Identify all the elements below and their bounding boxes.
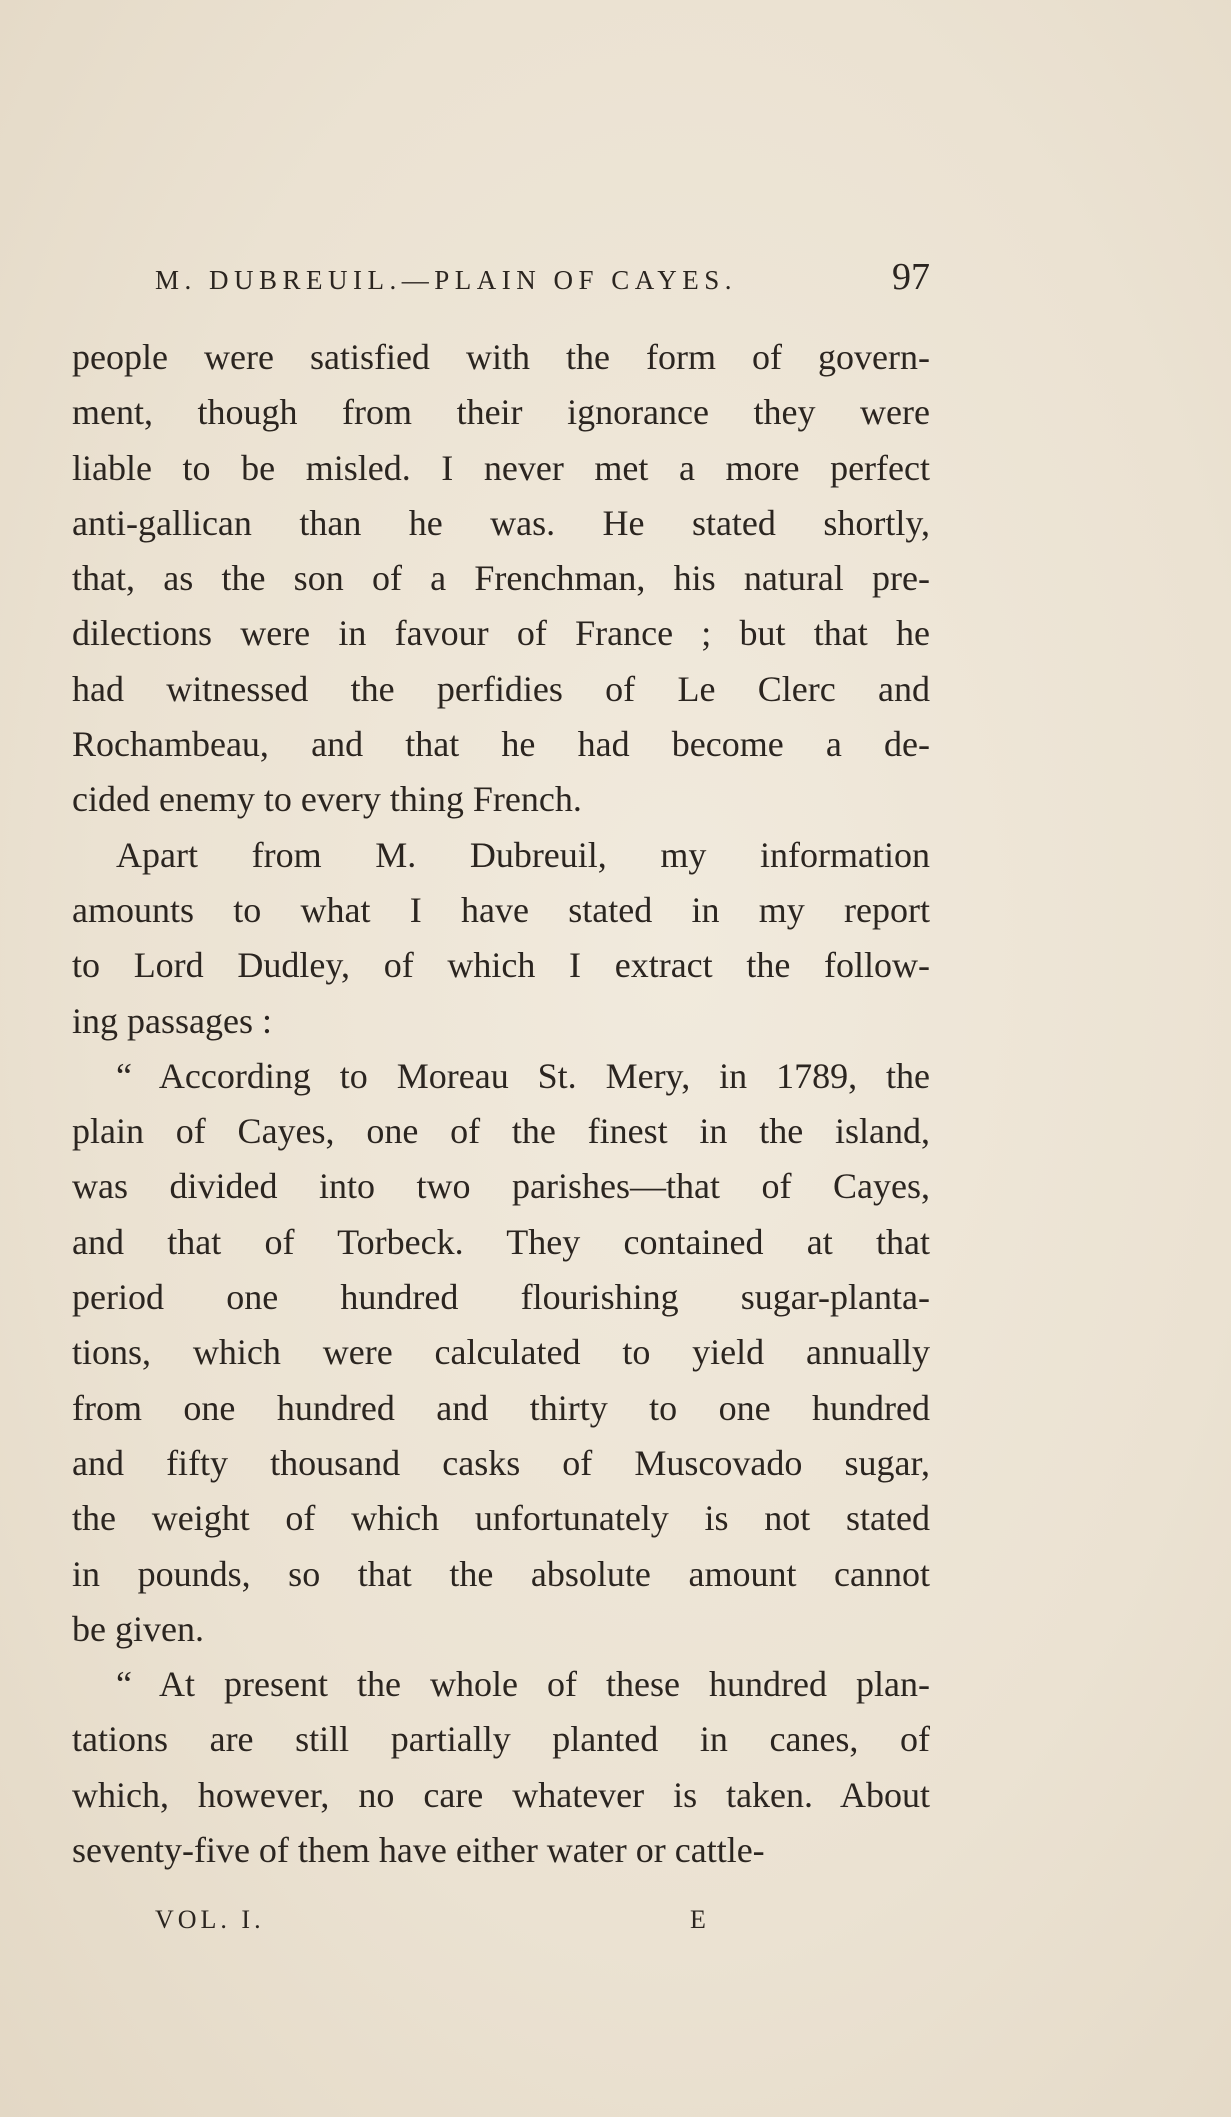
paragraph [72, 828, 930, 1049]
paragraph [72, 1657, 930, 1878]
text-line: liable to be misled. I never met a more perfect [72, 447, 930, 488]
text-line: plain of Cayes, one of the finest in the island, [72, 1111, 930, 1152]
paragraph [72, 330, 930, 828]
text-line: was divided into two parishes—that of Cayes, [72, 1166, 930, 1207]
text-line: ment, though from their ignorance they were [72, 392, 930, 433]
text-line: the weight of which unfortunately is not stated [72, 1498, 930, 1539]
text-line: anti-gallican than he was. He stated shortly, [72, 502, 930, 543]
running-head [155, 255, 930, 305]
text-line: that, as the son of a Frenchman, his natural pre- [72, 558, 930, 599]
text-line: period one hundred flourishing sugar-planta- [72, 1277, 930, 1318]
text-line: dilections were in favour of France ; but that he [72, 613, 930, 654]
text-line: tations are still partially planted in canes, of [72, 1719, 930, 1760]
text-line: Apart from M. Dubreuil, my information [116, 834, 930, 875]
signature-mark: E [690, 1905, 706, 1934]
text-line: amounts to what I have stated in my report [72, 889, 930, 930]
text-line: ing passages : [72, 1000, 272, 1041]
body-text [72, 330, 930, 1878]
text-line: had witnessed the perfidies of Le Clerc and [72, 668, 930, 709]
text-line: in pounds, so that the absolute amount cannot [72, 1553, 930, 1594]
text-line: “ At present the whole of these hundred plan- [116, 1664, 930, 1705]
text-line: be given. [72, 1608, 204, 1649]
text-line: from one hundred and thirty to one hundred [72, 1387, 930, 1428]
volume-signature: VOL. I. [155, 1905, 265, 1934]
text-line: and that of Torbeck. They contained at that [72, 1221, 930, 1262]
text-line: to Lord Dudley, of which I extract the follow- [72, 945, 930, 986]
page-number: 97 [892, 256, 930, 298]
text-line: “ According to Moreau St. Mery, in 1789, the [116, 1055, 930, 1096]
text-line: Rochambeau, and that he had become a de- [72, 724, 930, 765]
text-line: which, however, no care whatever is taken. About [72, 1774, 930, 1815]
text-line: seventy-five of them have either water or cattle- [72, 1830, 765, 1871]
text-line: cided enemy to every thing French. [72, 779, 582, 820]
running-title: M. DUBREUIL.—PLAIN OF CAYES. [155, 265, 738, 295]
text-line: and fifty thousand casks of Muscovado sugar, [72, 1442, 930, 1483]
text-line: tions, which were calculated to yield annually [72, 1332, 930, 1373]
text-line: people were satisfied with the form of govern- [72, 337, 930, 377]
paragraph [72, 1049, 930, 1657]
page-footer [155, 1905, 715, 1945]
